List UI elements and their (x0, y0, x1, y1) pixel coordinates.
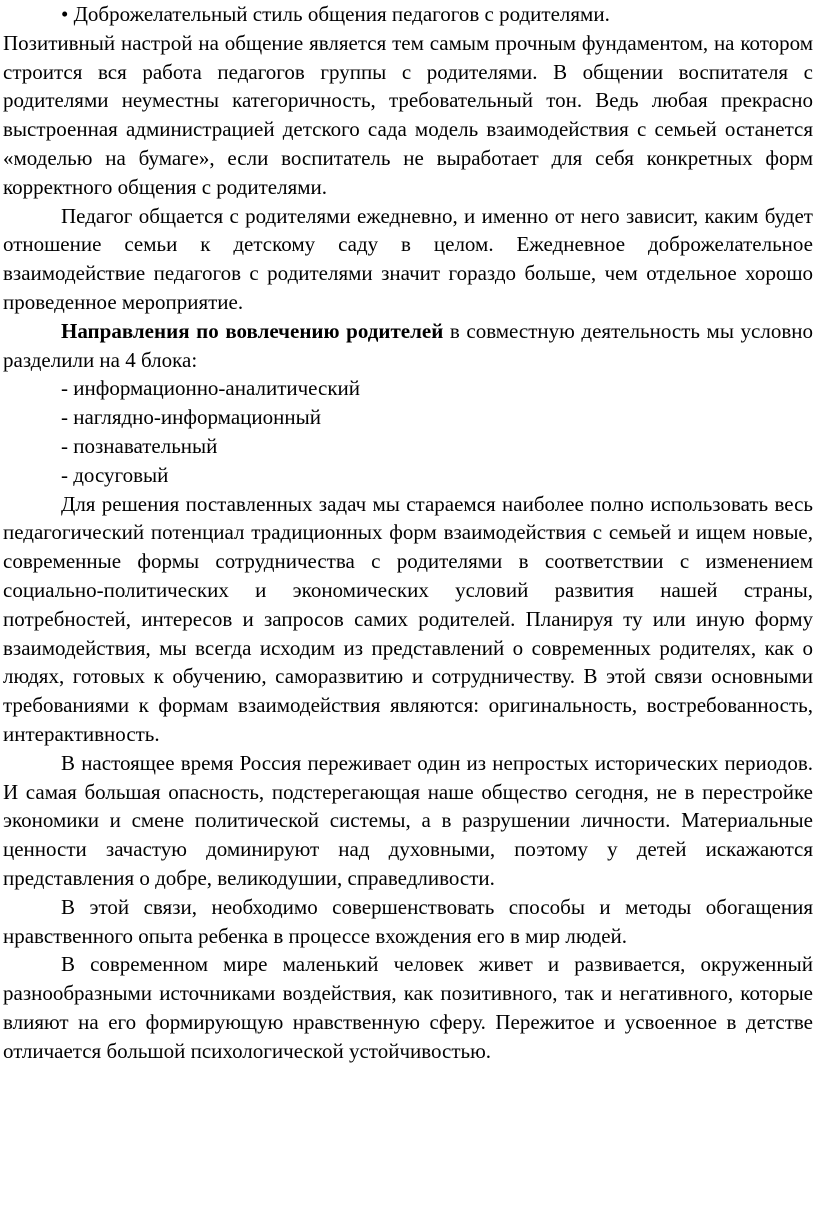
paragraph-daily-communication: Педагог общается с родителями ежедневно, и именно от него зависит, каким будет отношение семьи к детскому саду в целом. Ежедневное доброжелательное взаимодействие педагогов с родителями значит гораздо больше, чем отдельное хорошо проведенное мероприятие. (3, 203, 813, 314)
section-heading: • Доброжелательный стиль общения педагогов с родителями. (61, 2, 610, 26)
list-item-leisure: - досуговый (61, 462, 169, 487)
directions-rest: в совместную деятельность мы условно разделили на 4 блока: (3, 318, 813, 372)
list-item-visual-info: - наглядно-информационный (61, 405, 321, 430)
paragraph-positive-attitude: Позитивный настрой на общение является тем самым прочным фундаментом, на котором строится вся работа педагогов группы с родителями. В общении воспитателя с родителями неуместны категоричность, требовательный тон. Ведь любая прекрасно выстроенная администрацией детского сада модель взаимодействия с семьей останется «моделью на бумаге», если воспитатель не выработает для себя конкретных форм корректного общения с родителями. (3, 30, 813, 199)
list-item-cognitive: - познавательный (61, 433, 218, 458)
paragraph-improve-methods: В этой связи, необходимо совершенствовать способы и методы обогащения нравственного опыта ребенка в процессе вхождения его в мир людей. (3, 894, 813, 948)
paragraph-modern-world: В современном мире маленький человек живет и развивается, окруженный разнообразными источниками воздействия, как позитивного, так и негативного, которые влияют на его формирующую нравственную сферу. Пережитое и усвоенное в детстве отличается большой психологической устойчивостью. (3, 952, 813, 1063)
paragraph-tasks-solution: Для решения поставленных задач мы стараемся наиболее полно использовать весь педагогический потенциал традиционных форм взаимодействия с семьей и ищем новые, современные формы сотрудничества с родителями в соответствии с изменением социально-политических и экономических условий развития нашей страны, потребностей, интересов и запросов самих родителей. Планируя ту или иную форму взаимодействия, мы всегда исходим из представлений о современных родителях, как о людях, готовых к обучению, саморазвитию и сотрудничеству. В этой связи основными требованиями к формам взаимодействия являются: оригинальность, востребованность, интерактивность. (3, 491, 813, 746)
directions-bold-lead: Направления по вовлечению родителей (61, 318, 444, 343)
paragraph-directions (3, 317, 813, 375)
list-item-info-analytical: - информационно-аналитический (61, 376, 361, 401)
paragraph-russia-period: В настоящее время Россия переживает один из непростых исторических периодов. И самая большая опасность, подстерегающая наше общество сегодня, не в перестройке экономики и смене политической системы, а в разрушении личности. Материальные ценности зачастую доминируют над духовными, поэтому у детей искажаются представления о добре, великодушии, справедливости. (3, 750, 813, 890)
